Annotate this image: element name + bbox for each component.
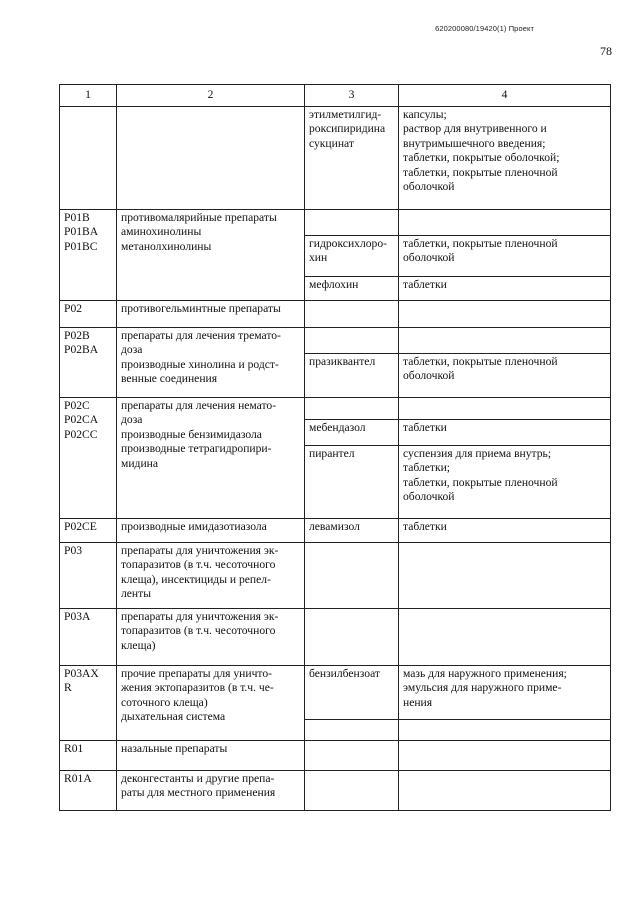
drug-cell: левамизол [305,519,399,543]
table-row [60,328,611,354]
drug-cell: бензилбензоат [305,666,399,720]
drug-cell [305,210,399,236]
form-cell: таблетки [399,420,611,446]
group-cell [117,107,305,210]
table-row [60,398,611,420]
form-cell: мазь для наружного применения; эмульсия для наружного приме- нения [399,666,611,720]
code-cell: R01 [60,741,117,771]
drug-cell: пирантел [305,446,399,519]
drug-cell: этилметилгид- роксипиридина сукцинат [305,107,399,210]
column-header: 3 [305,85,399,107]
group-cell: препараты для лечения тремато- доза производные хинолина и родст- венные соединения [117,328,305,398]
form-cell [399,210,611,236]
form-cell: таблетки [399,277,611,301]
form-cell: таблетки [399,519,611,543]
table-row [60,519,611,543]
drug-cell: мебендазол [305,420,399,446]
drug-cell [305,609,399,666]
drug-cell [305,543,399,609]
group-cell: прочие препараты для уничто- жения эктопаразитов (в т.ч. че- соточного клеща) дыхательная система [117,666,305,741]
form-cell [399,328,611,354]
form-cell [399,771,611,811]
form-cell [399,720,611,741]
drug-cell: празиквантел [305,354,399,398]
table-header-row [60,85,611,107]
form-cell: суспензия для приема внутрь; таблетки; таблетки, покрытые пленочной оболочкой [399,446,611,519]
group-cell: деконгестанты и другие препа- раты для местного применения [117,771,305,811]
drug-cell [305,328,399,354]
form-cell: капсулы; раствор для внутривенного и внутримышечного введения; таблетки, покрытые оболочкой; таблетки, покрытые пленочной оболочкой [399,107,611,210]
group-cell: препараты для уничтожения эк- топаразитов (в т.ч. чесоточного клеща) [117,609,305,666]
code-cell: P03AX R [60,666,117,741]
code-cell: P03A [60,609,117,666]
drug-cell [305,720,399,741]
column-header: 4 [399,85,611,107]
drug-cell [305,398,399,420]
code-cell: P02B P02BA [60,328,117,398]
form-cell [399,398,611,420]
group-cell: препараты для уничтожения эк- топаразитов (в т.ч. чесоточного клеща), инсектициды и репел- ленты [117,543,305,609]
column-header: 1 [60,85,117,107]
form-cell [399,609,611,666]
table-row [60,301,611,328]
column-header: 2 [117,85,305,107]
code-cell: P02 [60,301,117,328]
document-id: 620200080/19420(1) Проект [435,24,534,33]
code-cell: P02C P02CA P02CC [60,398,117,519]
table-row [60,609,611,666]
group-cell: препараты для лечения немато- доза производные бензимидазола производные тетрагидропири- мидина [117,398,305,519]
form-cell [399,741,611,771]
form-cell [399,301,611,328]
table-row [60,210,611,236]
code-cell: P01B P01BA P01BC [60,210,117,301]
drug-cell [305,301,399,328]
code-cell: P02CE [60,519,117,543]
group-cell: назальные препараты [117,741,305,771]
group-cell: противогельминтные препараты [117,301,305,328]
table-row [60,666,611,720]
table-row [60,771,611,811]
group-cell: производные имидазотиазола [117,519,305,543]
drug-cell: гидроксихлоро- хин [305,236,399,277]
code-cell [60,107,117,210]
code-cell: P03 [60,543,117,609]
drug-cell [305,771,399,811]
page-number: 78 [600,44,612,58]
form-cell: таблетки, покрытые пленочной оболочкой [399,236,611,277]
group-cell: противомалярийные препараты аминохинолины метанолхинолины [117,210,305,301]
drug-cell [305,741,399,771]
drug-table [59,84,611,811]
form-cell [399,543,611,609]
drug-cell: мефлохин [305,277,399,301]
table-row [60,543,611,609]
form-cell: таблетки, покрытые пленочной оболочкой [399,354,611,398]
table-row [60,741,611,771]
table-row [60,107,611,210]
code-cell: R01A [60,771,117,811]
